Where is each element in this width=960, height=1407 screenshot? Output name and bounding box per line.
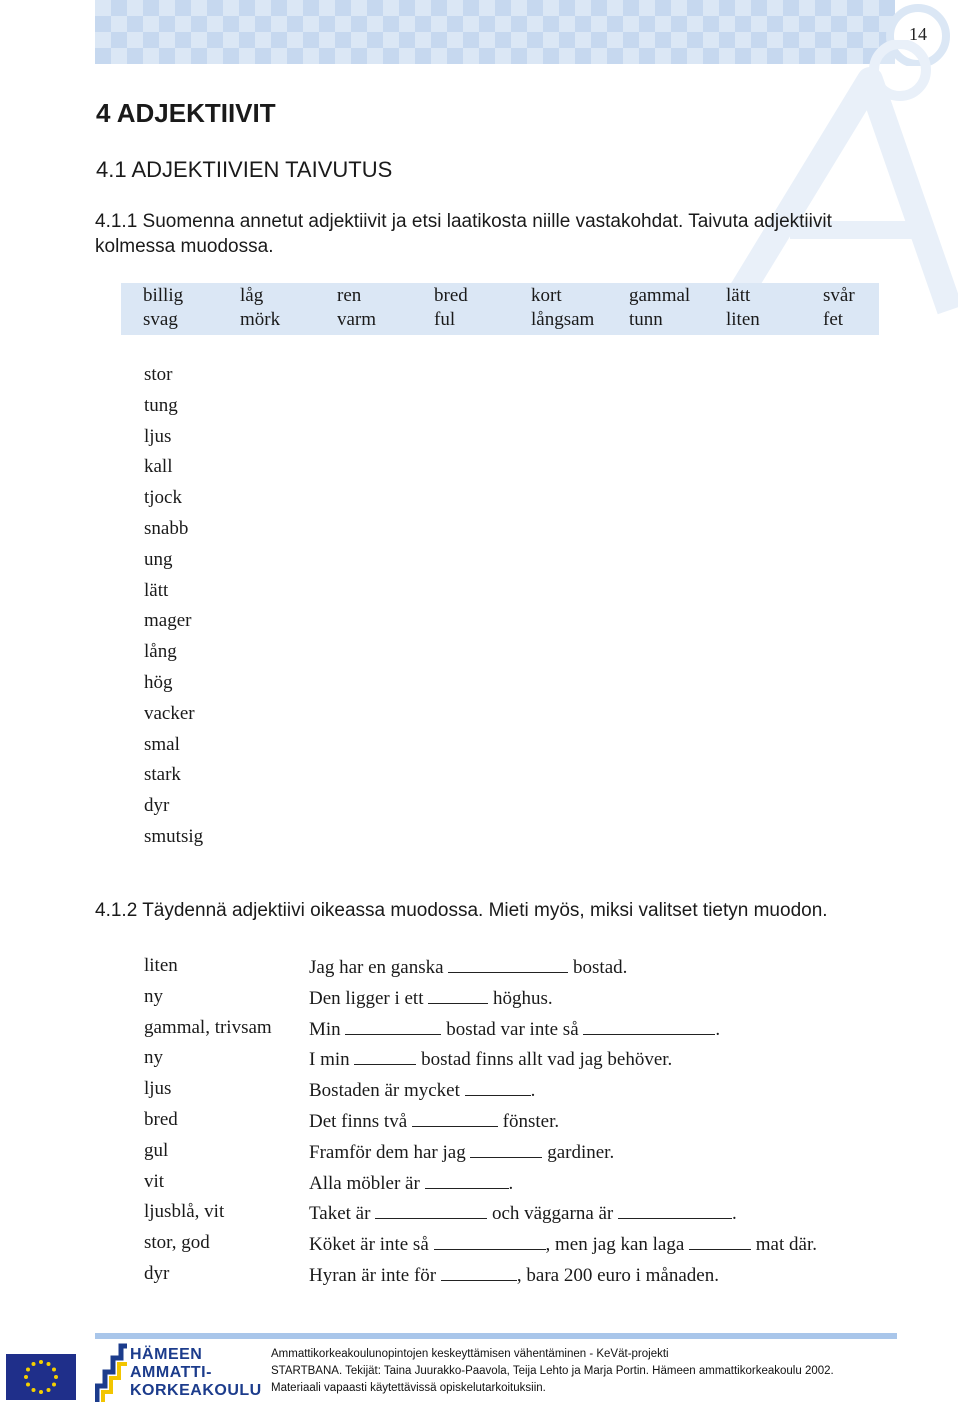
footer-line-1: Ammattikorkeakoulunopintojen keskeyttämisen vähentäminen - KeVät-projekti xyxy=(271,1348,669,1360)
word-box-word: billig xyxy=(143,285,184,306)
adjective-item: stark xyxy=(144,764,181,786)
answer-blank[interactable] xyxy=(412,1108,498,1127)
footer-text xyxy=(271,1346,834,1397)
sentence-hint: liten xyxy=(144,955,178,976)
answer-blank[interactable] xyxy=(470,1139,542,1158)
hamk-logo xyxy=(95,1342,262,1404)
adjective-item: vacker xyxy=(144,702,195,724)
sentence-row xyxy=(144,1139,864,1170)
eu-star xyxy=(47,1362,51,1366)
word-box-word: ren xyxy=(337,285,362,306)
sentence-part: Köket är inte så xyxy=(309,1234,434,1256)
adjective-list xyxy=(144,363,203,856)
sentence-part: gardiner. xyxy=(542,1141,615,1163)
eu-star xyxy=(24,1375,28,1379)
answer-blank[interactable] xyxy=(375,1200,487,1219)
sentence-part: Hyran är inte för xyxy=(309,1264,441,1286)
sentence-part: Alla möbler är xyxy=(309,1172,425,1194)
sentence-hint: ljus xyxy=(144,1078,172,1100)
sentence-part: . xyxy=(508,1172,514,1194)
sentence-row xyxy=(144,1262,864,1293)
word-box-word: fet xyxy=(823,309,844,330)
answer-blank[interactable] xyxy=(689,1231,751,1250)
sentence-hint: dyr xyxy=(144,1262,170,1284)
sentence-row xyxy=(144,1200,864,1231)
footer-line-2: STARTBANA. Tekijät: Taina Juurakko-Paavola, Teija Lehto ja Marja Portin. Hämeen ammattikorkeakoulu 2002. xyxy=(271,1365,834,1377)
eu-star xyxy=(54,1375,58,1379)
sentence-hint: ljusblå, vit xyxy=(144,1201,225,1223)
sentence-part: mat där. xyxy=(751,1234,817,1256)
page-number: 14 xyxy=(909,24,927,44)
logo-line-2: AMMATTI- xyxy=(130,1364,212,1381)
logo-line-1: HÄMEEN xyxy=(130,1346,203,1363)
eu-flag-icon xyxy=(6,1354,76,1400)
word-box-word: tunn xyxy=(629,309,663,330)
sentence-part: fönster. xyxy=(497,1110,560,1132)
footer-line-3: Materiaali vapaasti käytettävissä opiskelutarkoituksiin. xyxy=(271,1382,546,1394)
sentence-part: och väggarna är xyxy=(487,1203,619,1225)
sentence-part: , bara 200 euro i månaden. xyxy=(516,1264,719,1286)
chapter-heading: 4 ADJEKTIIVIT xyxy=(96,98,276,128)
sentence-row xyxy=(144,954,864,985)
sentence-text xyxy=(309,1139,614,1165)
exercise-instruction-1: 4.1.1 Suomenna annetut adjektiivit ja etsi laatikosta niille vastakohdat. Taivuta adjektiivit kolmessa muodossa. xyxy=(95,211,832,257)
sentence-text xyxy=(309,954,627,980)
sentence-text xyxy=(309,1262,719,1288)
eu-star xyxy=(52,1383,56,1387)
sentence-part: Framför dem har jag xyxy=(309,1141,471,1163)
word-box-word: bred xyxy=(434,285,468,306)
word-box-word: svag xyxy=(143,309,178,330)
adjective-item: snabb xyxy=(144,517,189,539)
section-heading: 4.1 ADJEKTIIVIEN TAIVUTUS xyxy=(96,157,393,182)
eu-star xyxy=(39,1360,43,1364)
sentence-text xyxy=(309,985,553,1011)
sentence-part: höghus. xyxy=(488,987,553,1009)
answer-blank[interactable] xyxy=(354,1046,416,1065)
exercise-instruction-2: 4.1.2 Täydennä adjektiivi oikeassa muodossa. Mieti myös, miksi valitset tietyn muodon. xyxy=(95,900,828,921)
sentence-text xyxy=(309,1231,817,1257)
sentence-part: . xyxy=(715,1018,721,1040)
sentence-row xyxy=(144,1046,864,1077)
adjective-item: ung xyxy=(144,548,173,570)
adjective-item: kall xyxy=(144,456,173,478)
eu-star xyxy=(39,1390,43,1394)
adjective-item: hög xyxy=(144,671,173,693)
answer-blank[interactable] xyxy=(425,1170,509,1189)
sentence-part: Bostaden är mycket xyxy=(309,1080,465,1102)
answer-blank[interactable] xyxy=(465,1077,531,1096)
word-box-word: liten xyxy=(726,309,760,330)
adjective-item: lätt xyxy=(144,579,169,601)
sentence-hint: vit xyxy=(144,1170,165,1192)
sentence-part: , men jag kan laga xyxy=(545,1234,690,1256)
sentence-list xyxy=(144,954,864,1293)
adjective-item: smal xyxy=(144,733,180,755)
watermark-a-icon xyxy=(700,40,958,320)
answer-blank[interactable] xyxy=(583,1016,715,1035)
adjective-item: smutsig xyxy=(144,825,204,847)
sentence-hint: stor, god xyxy=(144,1232,210,1254)
sentence-row xyxy=(144,1231,864,1262)
sentence-part: Min xyxy=(309,1018,346,1040)
word-box-word: ful xyxy=(434,309,456,330)
sentence-hint: bred xyxy=(144,1108,178,1130)
answer-blank[interactable] xyxy=(434,1231,546,1250)
sentence-text xyxy=(309,1200,737,1226)
sentence-part: bostad var inte så xyxy=(441,1018,584,1040)
sentence-text xyxy=(309,1108,559,1134)
eu-star xyxy=(32,1388,36,1392)
sentence-part: . xyxy=(732,1203,737,1225)
footer-divider xyxy=(95,1333,897,1339)
word-box xyxy=(121,283,879,335)
word-box-word: svår xyxy=(823,285,855,306)
sentence-row xyxy=(144,1016,864,1047)
word-box-word: kort xyxy=(531,285,562,306)
answer-blank[interactable] xyxy=(618,1200,732,1219)
adjective-item: tjock xyxy=(144,487,182,509)
adjective-item: tung xyxy=(144,394,178,416)
eu-star xyxy=(26,1368,30,1372)
sentence-part: Den ligger i ett xyxy=(309,987,429,1009)
eu-star xyxy=(26,1383,30,1387)
adjective-item: stor xyxy=(144,364,173,385)
sentence-hint: gul xyxy=(144,1139,169,1161)
sentence-hint: gammal, trivsam xyxy=(144,1016,272,1038)
sentence-part: bostad. xyxy=(568,957,628,978)
answer-blank[interactable] xyxy=(448,954,568,973)
adjective-item: ljus xyxy=(144,425,172,447)
logo-line-3: KORKEAKOULU xyxy=(130,1382,262,1399)
sentence-row xyxy=(144,1077,864,1108)
sentence-row xyxy=(144,985,864,1016)
word-box-word: långsam xyxy=(531,309,595,330)
word-box-word: gammal xyxy=(629,285,691,306)
sentence-part: Jag har en ganska xyxy=(309,957,449,978)
sentence-part: . xyxy=(530,1080,536,1102)
sentence-hint: ny xyxy=(144,1047,163,1069)
word-box-word: mörk xyxy=(240,309,281,330)
sentence-row xyxy=(144,1170,864,1201)
word-box-word: låg xyxy=(240,285,264,306)
sentence-row xyxy=(144,1108,864,1139)
word-box-word: varm xyxy=(337,309,377,330)
sentence-part: Taket är xyxy=(309,1203,376,1225)
sentence-hint: ny xyxy=(144,985,163,1007)
eu-star xyxy=(32,1362,36,1366)
adjective-item: lång xyxy=(144,641,177,663)
sentence-text xyxy=(309,1016,720,1042)
sentence-part: Det finns två xyxy=(309,1110,412,1132)
sentence-text xyxy=(309,1046,672,1072)
adjective-item: dyr xyxy=(144,795,170,817)
answer-blank[interactable] xyxy=(345,1016,441,1035)
word-box-word: lätt xyxy=(726,285,751,306)
sentence-part: I min xyxy=(309,1049,355,1071)
answer-blank[interactable] xyxy=(441,1262,517,1281)
sentence-text xyxy=(309,1170,513,1196)
stairs-logo-icon xyxy=(95,1342,129,1404)
sentence-part: bostad finns allt vad jag behöver. xyxy=(416,1049,673,1071)
sentence-text xyxy=(309,1077,535,1103)
adjective-item: mager xyxy=(144,610,192,632)
eu-star xyxy=(52,1368,56,1372)
answer-blank[interactable] xyxy=(428,985,488,1004)
eu-star xyxy=(47,1388,51,1392)
